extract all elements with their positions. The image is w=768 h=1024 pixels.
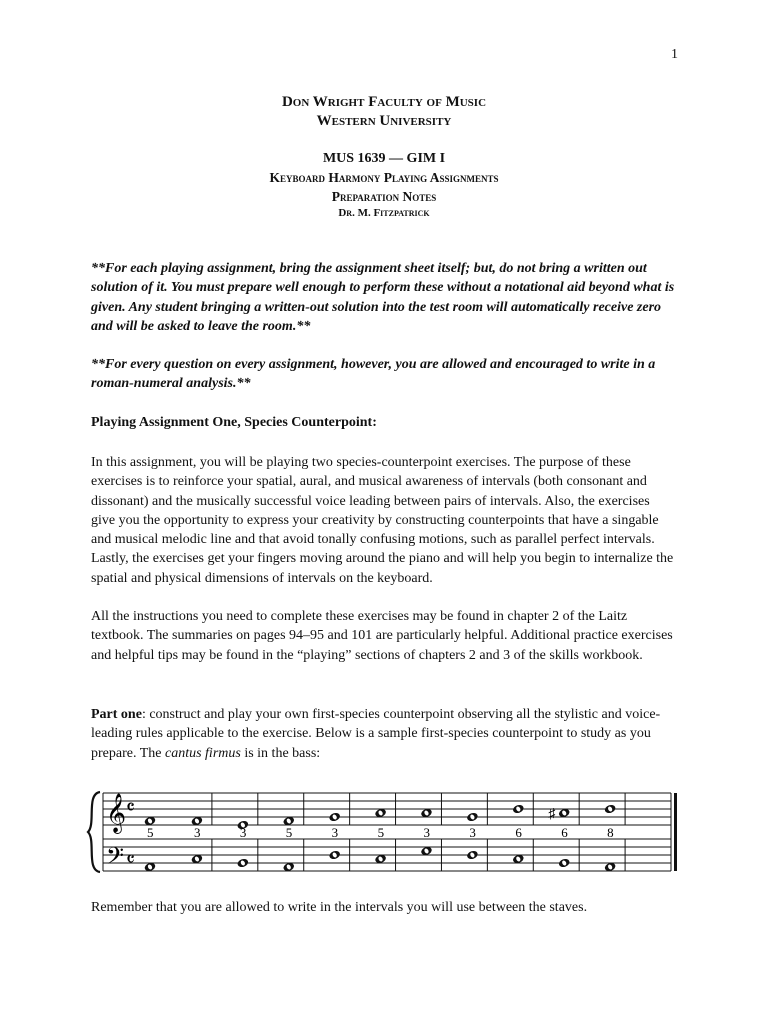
- document-title: Keyboard Harmony Playing Assignments: [269, 170, 499, 185]
- interval-number: 5: [147, 825, 154, 840]
- bass-whole-note: [466, 850, 479, 861]
- interval-number: 3: [239, 825, 247, 840]
- grand-staff-brace: [88, 792, 100, 872]
- page-number: 1: [671, 47, 678, 62]
- bass-clef-icon: 𝄢: [106, 844, 125, 875]
- treble-whole-note: [512, 804, 525, 815]
- interval-number: 5: [377, 825, 385, 840]
- part-one-label: Part one: [91, 707, 142, 722]
- cantus-firmus-term: cantus firmus: [164, 745, 241, 761]
- notice-roman-numerals: **For every question on every assignment, however, you are allowed and encouraged to write in a roman-numeral analysis.**: [91, 357, 656, 392]
- document-subtitle: Preparation Notes: [331, 189, 437, 204]
- interval-number: 6: [515, 825, 522, 840]
- treble-whole-note: [328, 812, 341, 823]
- resources-paragraph: All the instructions you need to complete these exercises may be found in chapter 2 of the Laitz textbook. The summaries on pages 94–95 and 101 are particularly helpful. Additional practice exercises and helpful tips may be found in the “playing” sections of chapters 2 and 3 of the skills workbook.: [91, 609, 673, 663]
- faculty-name: Don Wright Faculty of Music: [281, 94, 487, 110]
- document-header: [0, 93, 768, 220]
- treble-whole-note: [604, 804, 617, 815]
- interval-number: 3: [423, 825, 430, 840]
- bass-whole-note: [558, 858, 571, 869]
- interval-number: 6: [561, 825, 568, 840]
- intro-paragraph: In this assignment, you will be playing two species-counterpoint exercises. The purpose of these exercises is to reinforce your spatial, aural, and musical awareness of intervals (both consonant and dissonant) and the musically successful voice leading between pairs of intervals. Also, the exercises give you the opportunity to express your creativity by constructing counterpoints that have a singable and musical melodic line and that avoid tonally confusing motions, such as parallel perfect intervals. Lastly, the exercises get your fingers moving around the piano and will help you begin to internalize the spatial and physical dimensions of intervals on the keyboard.: [91, 455, 674, 586]
- time-signature-treble: 𝄴: [126, 797, 135, 819]
- time-signature-bass: 𝄴: [126, 849, 135, 871]
- section-heading: Playing Assignment One, Species Counterpoint:: [91, 415, 377, 430]
- university-name: Western University: [316, 113, 452, 129]
- bass-whole-note: [236, 858, 249, 869]
- instructor-name: Dr. M. Fitzpatrick: [338, 207, 430, 219]
- bass-staff: [103, 839, 671, 871]
- treble-clef-icon: 𝄞: [106, 795, 127, 832]
- treble-staff: [103, 793, 671, 825]
- course-code: MUS 1639 — GIM I: [322, 151, 446, 166]
- interval-number: 3: [331, 825, 339, 840]
- interval-number: 3: [193, 825, 201, 840]
- closing-paragraph: Remember that you are allowed to write in the intervals you will use between the staves.: [91, 900, 588, 915]
- part-one-paragraph: Part one: construct and play your own first-species counterpoint observing all the stylistic and voice-leading rules applicable to the exercise. Below is a sample first-species counterpoint to study as you prepare. The cantus firmus is in the bass:: [91, 707, 661, 761]
- treble-whole-note: [466, 812, 479, 823]
- interval-number: 5: [285, 825, 293, 840]
- sharp-icon: ♯: [548, 807, 556, 822]
- final-barline-thick: [674, 793, 677, 871]
- counterpoint-score: [0, 780, 768, 910]
- interval-number: 8: [607, 825, 614, 840]
- notice-written-solution: **For each playing assignment, bring the assignment sheet itself; but, do not bring a written out solution of it. You must prepare well enough to perform these without a notational aid beyond what is given. Any student bringing a written-out solution into the test room will automatically receive zero and will be asked to leave the room.**: [91, 261, 675, 334]
- bass-whole-note: [328, 850, 341, 861]
- interval-number: 3: [469, 825, 476, 840]
